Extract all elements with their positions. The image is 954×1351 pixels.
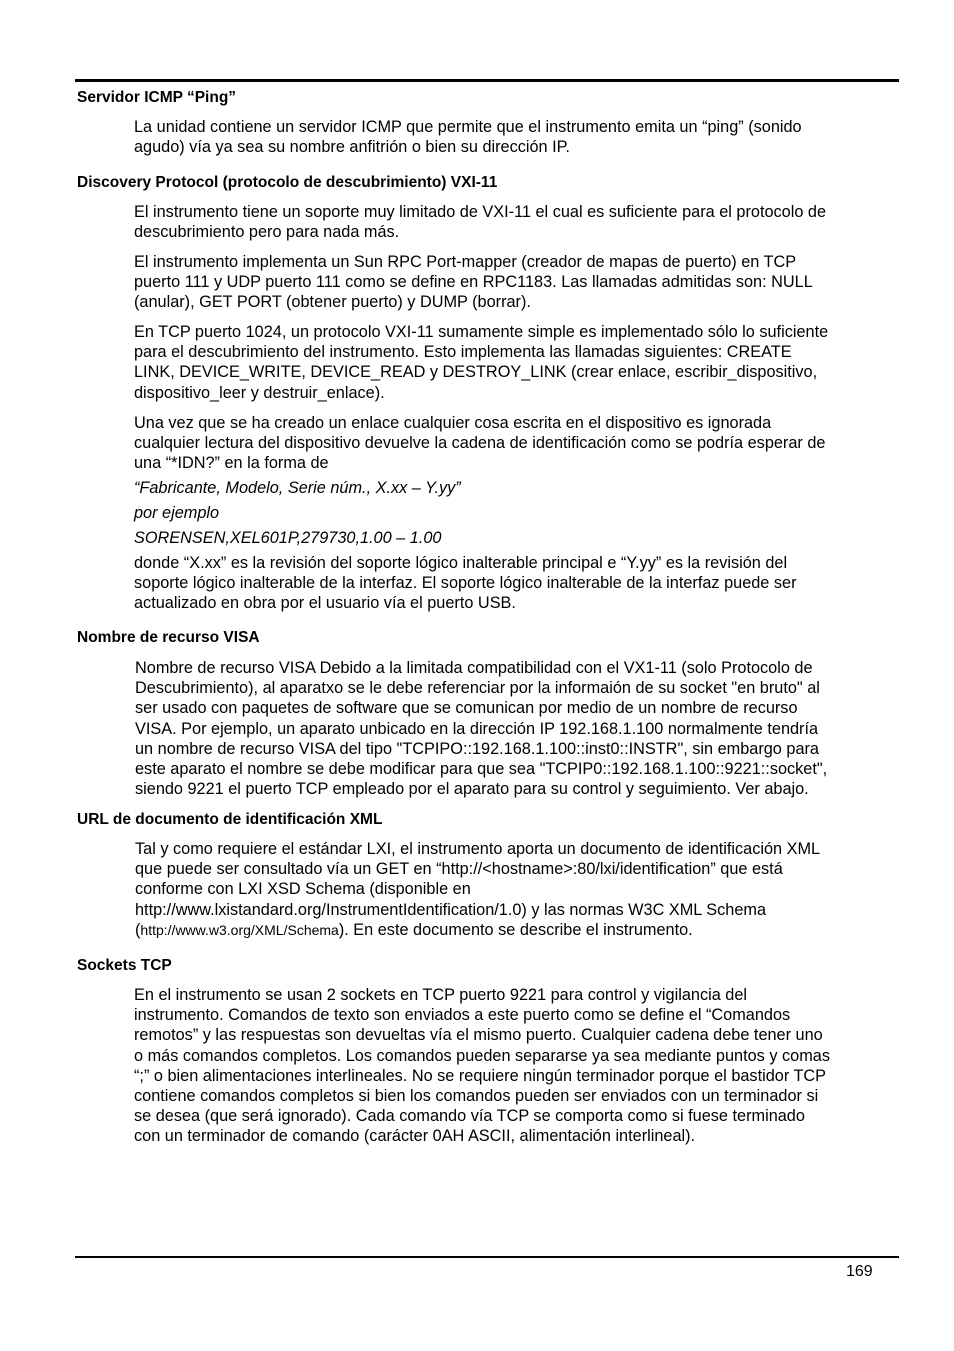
idn-example: SORENSEN,XEL601P,279730,1.00 – 1.00 — [134, 529, 442, 547]
paragraph-vxi-5 — [134, 553, 894, 614]
paragraph-visa — [135, 658, 895, 799]
text-line: VISA. Por ejemplo, un aparato unbicado en la dirección IP 192.168.1.100 normalmente tendría — [135, 719, 819, 738]
text-line: este aparato el nombre se debe modificar para que sea "TCPIP0::192.168.1.100::9221::socket", — [135, 760, 828, 779]
text-line-rest: ). En este documento se describe el instrumento. — [338, 920, 693, 939]
text-line: http://www.lxistandard.org/InstrumentIdentification/1.0) y las normas W3C XML Schema — [135, 900, 767, 919]
bottom-rule — [75, 1256, 899, 1258]
text-line: dispositivo_leer y destruir_enlace). — [134, 383, 385, 402]
text-line: siendo 9221 el puerto TCP empleado por el aparato para su control y seguimiento. Ver abajo. — [135, 780, 809, 799]
text-line: En TCP puerto 1024, un protocolo VXI-11 sumamente simple es implementado sólo lo suficiente — [134, 323, 829, 341]
text-line: En el instrumento se usan 2 sockets en TCP puerto 9221 para control y vigilancia del — [134, 986, 748, 1004]
text-line: “;” o bien alimentaciones interlineales. No se requiere ningún terminador porque el bastidor TCP — [134, 1066, 827, 1085]
paragraph-vxi-4 — [134, 413, 894, 474]
text-line: conforme con LXI XSD Schema (disponible en — [135, 880, 471, 899]
text-line: ser usado con paquetes de software que se comunican por medio de un nombre de recurso — [135, 699, 798, 718]
text-line: donde “X.xx” es la revisión del soporte lógico inalterable principal e “Y.yy” es la revisión del — [134, 554, 788, 572]
text-line: remotos” y las respuestas son devueltas vía el mismo puerto. Cualquier cadena debe tener uno — [134, 1026, 823, 1045]
text-line: actualizado en obra por el usuario vía el puerto USB. — [134, 594, 516, 613]
text-line: La unidad contiene un servidor ICMP que permite que el instrumento emita un “ping” (sonido — [134, 118, 802, 136]
text-line: que puede ser consultado vía un GET en “http://<hostname>:80/lxi/identification” que está — [135, 860, 783, 879]
paragraph-sockets — [134, 985, 894, 1147]
text-line: (anular), GET PORT (obtener puerto) y DUMP (borrar). — [134, 293, 531, 312]
text-line: descubrimiento pero para nada más. — [134, 223, 400, 242]
page-number: 169 — [846, 1263, 873, 1280]
text-line: contiene comandos completos si bien los comandos pueden ser enviados con un terminador si — [134, 1087, 819, 1106]
text-line: agudo) vía ya sea su nombre anfitrión o bien su dirección IP. — [134, 138, 570, 157]
text-line: Tal y como requiere el estándar LXI, el instrumento aporta un documento de identificación XML — [135, 840, 821, 858]
heading-sockets-tcp: Sockets TCP — [77, 957, 172, 974]
text-line: para el descubrimiento del instrumento. Esto implementa las llamadas siguientes: CREATE — [134, 343, 792, 362]
top-rule — [75, 79, 899, 82]
w3c-schema-link[interactable]: http://www.w3.org/XML/Schema — [140, 921, 339, 938]
idn-format: “Fabricante, Modelo, Serie núm., X.xx – Y.yy” — [134, 479, 461, 497]
heading-icmp-ping: Servidor ICMP “Ping” — [77, 89, 237, 106]
text-line — [135, 920, 895, 940]
heading-vxi11: Discovery Protocol (protocolo de descubrimiento) VXI-11 — [77, 174, 498, 191]
paragraph-vxi-3 — [134, 322, 894, 403]
paragraph-icmp-ping — [134, 117, 894, 157]
text-line: Descubrimiento), al aparatxo se le debe referenciar por la informaión de su socket "en bruto" al — [135, 679, 820, 698]
text-line: soporte lógico inalterable de la interfaz. El soporte lógico inalterable de la interfaz puede ser — [134, 574, 797, 593]
text-line: LINK, DEVICE_WRITE, DEVICE_READ y DESTROY_LINK (crear enlace, escribir_dispositivo, — [134, 363, 818, 382]
text-line: un nombre de recurso VISA del tipo "TCPIPO::192.168.1.100::inst0::INSTR", sin embargo para — [135, 739, 819, 758]
text-line: instrumento. Comandos de texto son enviados a este puerto como se define el “Comandos — [134, 1006, 791, 1025]
example-label: por ejemplo — [134, 504, 220, 522]
paragraph-vxi-2 — [134, 252, 894, 313]
text-line: puerto 111 y UDP puerto 111 como se define en RPC1183. Las llamadas admitidas son: NULL — [134, 273, 813, 292]
text-line: Una vez que se ha creado un enlace cualquier cosa escrita en el dispositivo es ignorada — [134, 414, 772, 432]
text-line: se desea (que será ignorado). Cada comando vía TCP se comporta como si fuese terminado — [134, 1107, 805, 1126]
text-line: una “*IDN?” en la forma de — [134, 454, 329, 473]
text-line: o más comandos completos. Los comandos pueden separarse ya sea mediante puntos y comas — [134, 1046, 830, 1065]
paragraph-vxi-1 — [134, 202, 894, 242]
heading-visa: Nombre de recurso VISA — [77, 629, 260, 646]
heading-xml-identification: URL de documento de identificación XML — [77, 811, 383, 828]
text-line: El instrumento tiene un soporte muy limitado de VXI-11 el cual es suficiente para el protocolo de — [134, 203, 827, 221]
text-line: El instrumento implementa un Sun RPC Port-mapper (creador de mapas de puerto) en TCP — [134, 253, 797, 271]
text-line: con un terminador de comando (carácter 0AH ASCII, alimentación interlineal). — [134, 1127, 696, 1146]
paragraph-xml — [135, 839, 895, 940]
text-line: Nombre de recurso VISA Debido a la limitada compatibilidad con el VX1-11 (solo Protocolo de — [135, 659, 813, 677]
paren-open: ( — [135, 920, 141, 939]
text-line: cualquier lectura del dispositivo devuelve la cadena de identificación como se podría esperar de — [134, 434, 826, 453]
